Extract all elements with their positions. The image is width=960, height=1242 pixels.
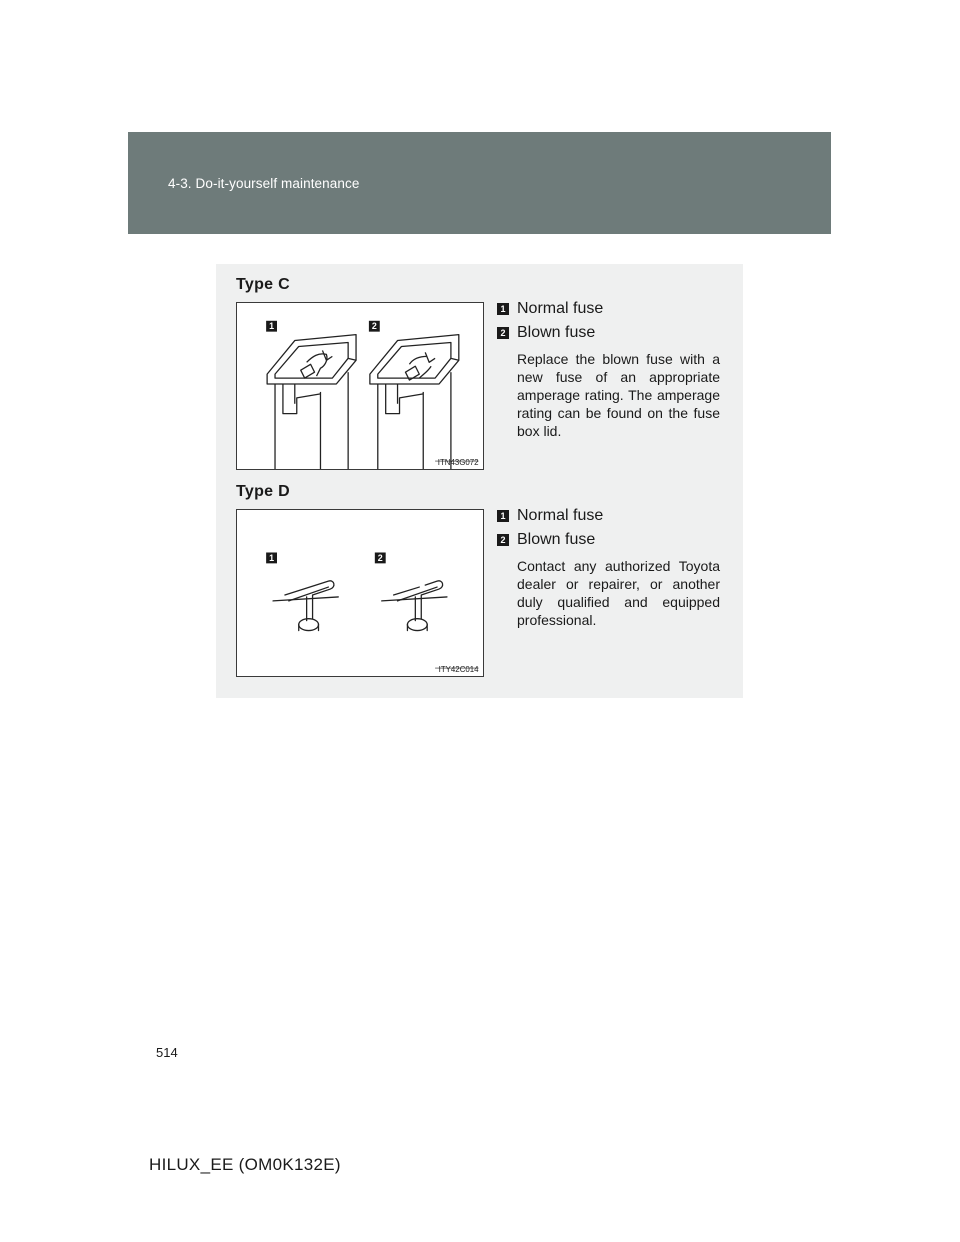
type-d-figure [236, 509, 484, 677]
type-c-fuse-illustration [237, 303, 483, 469]
blown-fuse-element-icon [382, 581, 447, 631]
item-label: Blown fuse [517, 324, 596, 341]
page-number: 514 [156, 1045, 178, 1060]
normal-fuse-element-icon [273, 581, 338, 631]
item-label: Blown fuse [517, 531, 596, 548]
section-header-band [128, 132, 831, 234]
type-d-item-normal [497, 507, 603, 525]
item-number-badge: 2 [497, 327, 509, 339]
item-label: Normal fuse [517, 507, 604, 524]
content-panel [216, 264, 743, 698]
type-d-description: Contact any authorized Toyota dealer or repairer, or another duly qualified and equipped professional. [517, 558, 720, 628]
item-number-badge: 1 [497, 303, 509, 315]
blown-fuse-cartridge-icon [370, 335, 459, 469]
type-c-heading: Type C [236, 276, 290, 293]
callout-2-label: 2 [377, 552, 383, 563]
type-d-fuse-illustration [237, 510, 483, 676]
section-title: 4-3. Do-it-yourself maintenance [168, 176, 360, 191]
callout-1-label: 1 [269, 321, 275, 332]
type-d-figure-code: ITY42C014 [438, 665, 479, 675]
document-code: HILUX_EE (OM0K132E) [149, 1155, 341, 1174]
item-number-badge: 2 [497, 534, 509, 546]
normal-fuse-cartridge-icon [267, 335, 356, 469]
type-c-figure-code: ITN43G072 [437, 458, 479, 468]
type-d-item-blown [497, 531, 595, 549]
type-d-heading: Type D [236, 483, 290, 500]
callout-1-label: 1 [269, 552, 275, 563]
item-label: Normal fuse [517, 300, 604, 317]
type-c-figure [236, 302, 484, 470]
callout-2-label: 2 [371, 321, 377, 332]
type-c-item-blown [497, 324, 595, 342]
item-number-badge: 1 [497, 510, 509, 522]
type-c-item-normal [497, 300, 603, 318]
type-c-description: Replace the blown fuse with a new fuse of an appropriate amperage rating. The amperage rating can be found on the fuse box lid. [517, 351, 720, 439]
